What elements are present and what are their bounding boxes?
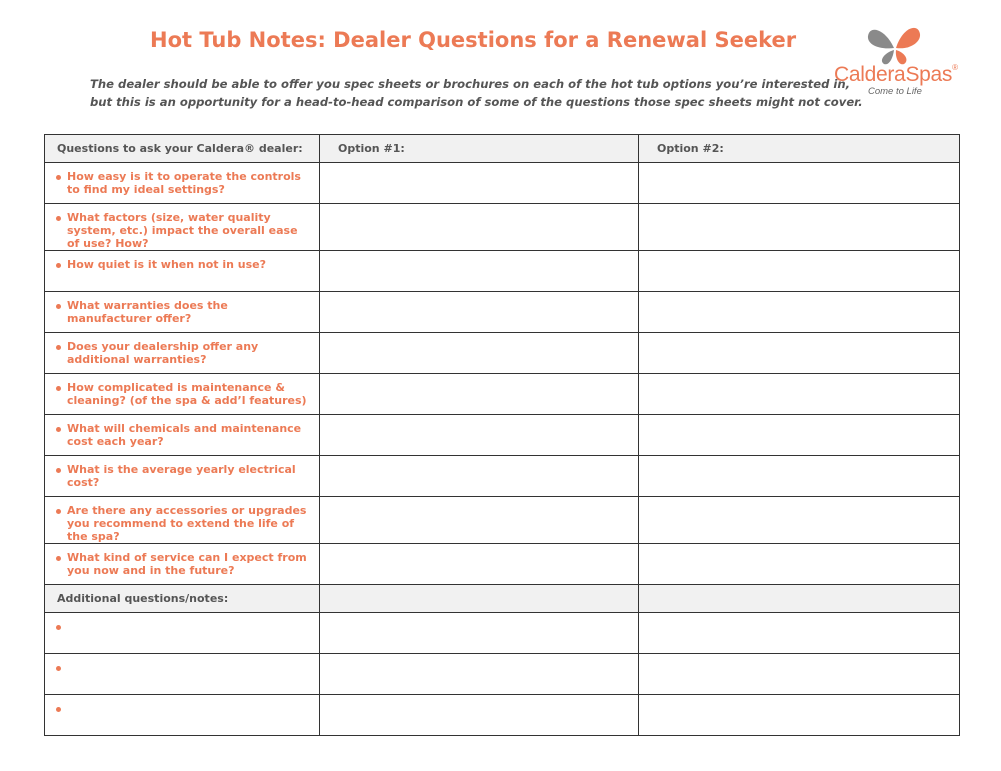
table-row — [45, 204, 960, 251]
table-row — [45, 456, 960, 497]
bullet-icon — [56, 345, 61, 350]
question-item — [45, 456, 319, 489]
note-item — [45, 654, 319, 661]
question-cell — [45, 497, 320, 544]
intro-text — [90, 75, 863, 111]
option-2-answer-cell[interactable] — [639, 544, 960, 585]
table-row — [45, 544, 960, 585]
question-cell — [45, 374, 320, 415]
question-text: How easy is it to operate the controls to find my ideal settings? — [67, 170, 301, 196]
question-item — [45, 292, 319, 325]
question-item — [45, 415, 319, 448]
option-2-answer-cell[interactable] — [639, 695, 960, 736]
comparison-table — [44, 134, 960, 736]
bullet-icon — [56, 427, 61, 432]
question-text: What will chemicals and maintenance cost each year? — [67, 422, 302, 448]
question-item — [45, 374, 319, 407]
bullet-icon — [56, 175, 61, 180]
note-item — [45, 613, 319, 620]
bullet-icon — [56, 263, 61, 268]
bullet-icon — [56, 556, 61, 561]
option-2-answer-cell[interactable] — [639, 251, 960, 292]
option-1-answer-cell[interactable] — [320, 654, 639, 695]
option-1-answer-cell[interactable] — [320, 333, 639, 374]
bullet-icon — [56, 707, 61, 712]
note-cell[interactable] — [45, 654, 320, 695]
table-row — [45, 415, 960, 456]
question-text: How complicated is maintenance & cleaning? (of the spa & add’l features) — [67, 381, 307, 407]
option-1-answer-cell[interactable] — [320, 497, 639, 544]
question-item — [45, 163, 319, 196]
option-1-answer-cell[interactable] — [320, 456, 639, 497]
question-text: Are there any accessories or upgrades you recommend to extend the life of the spa? — [67, 504, 307, 543]
bullet-icon — [56, 509, 61, 514]
question-cell — [45, 292, 320, 333]
option-2-answer-cell[interactable] — [639, 292, 960, 333]
table-row — [45, 163, 960, 204]
bullet-icon — [56, 625, 61, 630]
column-header-questions: Questions to ask your Caldera® dealer: — [45, 135, 320, 163]
note-cell[interactable] — [45, 695, 320, 736]
question-text: What warranties does the manufacturer offer? — [67, 299, 228, 325]
option-2-answer-cell[interactable] — [639, 415, 960, 456]
note-cell[interactable] — [45, 613, 320, 654]
brand-tagline: Come to Life — [868, 86, 922, 97]
option-1-answer-cell[interactable] — [320, 695, 639, 736]
table-row — [45, 292, 960, 333]
intro-line-1: The dealer should be able to offer you spec sheets or brochures on each of the hot tub options you’re interested in, — [90, 77, 851, 91]
question-text: What is the average yearly electrical cost? — [67, 463, 296, 489]
option-2-answer-cell[interactable] — [639, 497, 960, 544]
table-body — [45, 163, 960, 736]
table-row — [45, 251, 960, 292]
note-row — [45, 613, 960, 654]
bullet-icon — [56, 386, 61, 391]
question-text: How quiet is it when not in use? — [67, 258, 267, 271]
option-1-answer-cell[interactable] — [320, 251, 639, 292]
table-header-row — [45, 135, 960, 163]
option-1-answer-cell[interactable] — [320, 415, 639, 456]
question-text: Does your dealership offer any additional warranties? — [67, 340, 259, 366]
option-1-answer-cell[interactable] — [320, 374, 639, 415]
notes-header: Additional questions/notes: — [45, 585, 320, 613]
bullet-icon — [56, 216, 61, 221]
note-row — [45, 695, 960, 736]
notes-header-row — [45, 585, 960, 613]
question-item — [45, 333, 319, 366]
question-item — [45, 544, 319, 577]
option-2-answer-cell[interactable] — [639, 333, 960, 374]
question-item — [45, 497, 319, 543]
table-row — [45, 374, 960, 415]
note-row — [45, 654, 960, 695]
option-1-answer-cell[interactable] — [320, 163, 639, 204]
question-cell — [45, 415, 320, 456]
option-1-answer-cell[interactable] — [320, 613, 639, 654]
question-cell — [45, 544, 320, 585]
notes-header-blank — [639, 585, 960, 613]
column-header-option-2: Option #2: — [639, 135, 960, 163]
question-cell — [45, 204, 320, 251]
option-2-answer-cell[interactable] — [639, 163, 960, 204]
option-1-answer-cell[interactable] — [320, 544, 639, 585]
column-header-option-1: Option #1: — [320, 135, 639, 163]
butterfly-logo-icon — [864, 22, 924, 66]
intro-line-2: but this is an opportunity for a head-to-head comparison of some of the questions those spec sheets might not cover. — [90, 95, 863, 109]
question-cell — [45, 251, 320, 292]
question-text: What factors (size, water quality system, etc.) impact the overall ease of use? How? — [67, 211, 298, 250]
option-2-answer-cell[interactable] — [639, 613, 960, 654]
option-2-answer-cell[interactable] — [639, 654, 960, 695]
caldera-spas-logo — [832, 22, 962, 102]
question-item — [45, 251, 319, 271]
bullet-icon — [56, 304, 61, 309]
option-2-answer-cell[interactable] — [639, 374, 960, 415]
question-cell — [45, 163, 320, 204]
note-item — [45, 695, 319, 702]
brand-name: CalderaSpas® — [834, 63, 958, 86]
table-row — [45, 333, 960, 374]
question-item — [45, 204, 319, 250]
option-1-answer-cell[interactable] — [320, 204, 639, 251]
option-2-answer-cell[interactable] — [639, 456, 960, 497]
question-text: What kind of service can I expect from you now and in the future? — [67, 551, 307, 577]
notes-header-blank — [320, 585, 639, 613]
question-cell — [45, 456, 320, 497]
bullet-icon — [56, 666, 61, 671]
option-2-answer-cell[interactable] — [639, 204, 960, 251]
question-cell — [45, 333, 320, 374]
page-title: Hot Tub Notes: Dealer Questions for a Renewal Seeker — [150, 28, 797, 52]
option-1-answer-cell[interactable] — [320, 292, 639, 333]
table-row — [45, 497, 960, 544]
bullet-icon — [56, 468, 61, 473]
